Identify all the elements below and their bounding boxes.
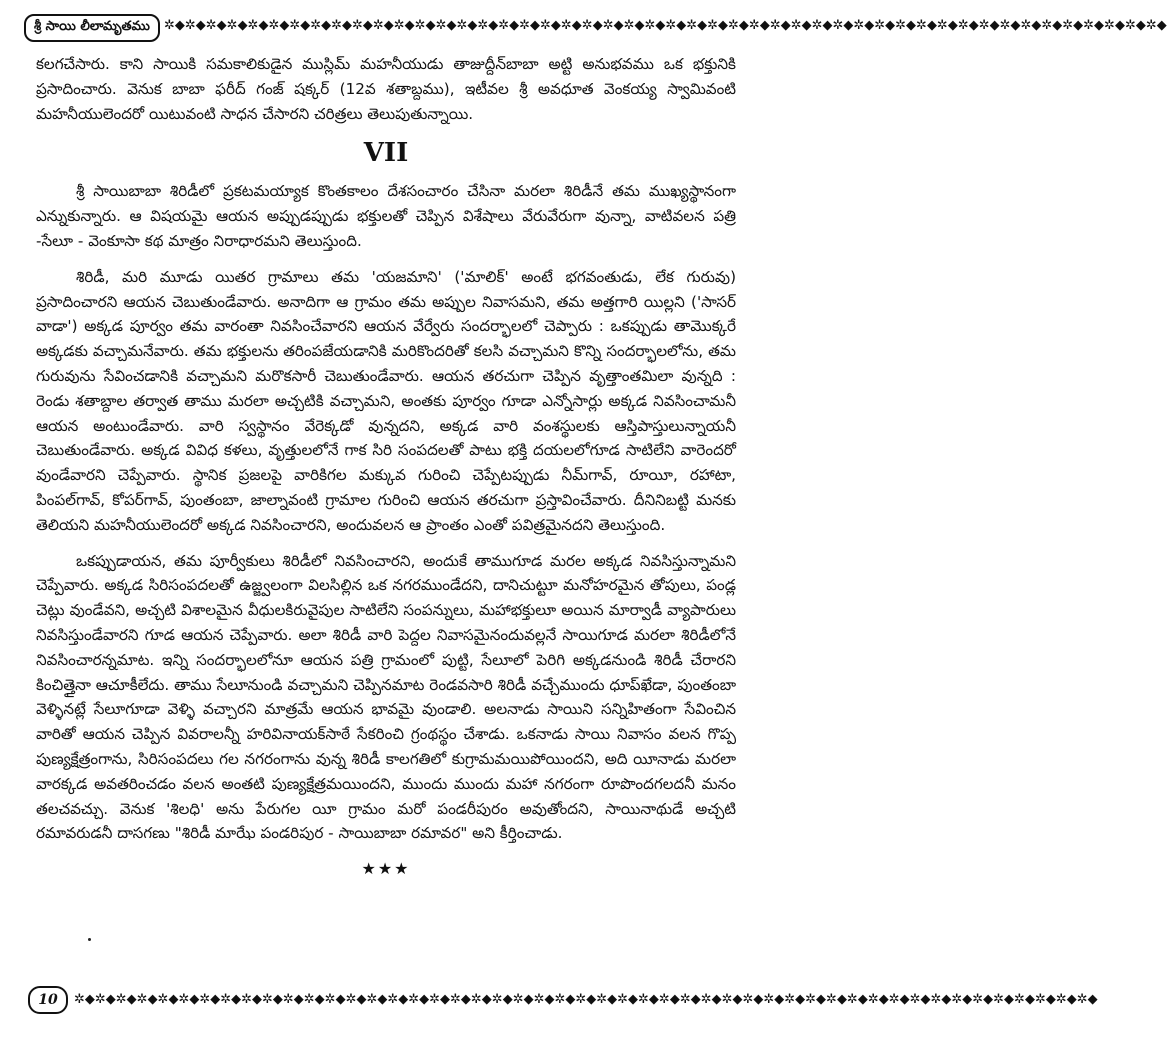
- page-body: [36, 52, 736, 882]
- header-decorative-border: ✲◆✲◆✲◆✲◆✲◆✲◆✲◆✲◆✲◆✲◆✲◆✲◆✲◆✲◆✲◆✲◆✲◆✲◆✲◆✲◆✲◆✲◆✲◆✲◆✲◆✲◆✲◆✲◆✲◆✲◆✲◆✲◆✲◆✲◆✲◆✲◆✲◆✲◆✲◆✲◆✲◆✲◆✲◆✲◆✲◆✲◆✲◆✲◆: [164, 18, 1167, 33]
- page-footer: [28, 986, 1098, 1014]
- intro-paragraph: కలగచేసారు. కాని సాయికి సమకాలికుడైన ముస్లిమ్ మహనీయుడు తాజుద్దీన్‌బాబా అట్టి అనుభవము ఒక భక్తునికి ప్రసాదించారు. వెనుక బాబా ఫరీద్ గంజ్ షక్కర్ (12వ శతాబ్దము), ఇటీవల శ్రీ అవధూత వెంకయ్య స్వామివంటి మహనీయులెందరో యిటువంటి సాధన చేసారని చరిత్రలు తెలుపుతున్నాయి.: [36, 55, 736, 123]
- paragraph-3: ఒకప్పుడాయన, తమ పూర్వీకులు శిరిడీలో నివసించారని, అందుకే తాముగూడ మరల అక్కడ నివసిస్తున్నామని చెప్పేవారు. అక్కడ సిరిసంపదలతో ఉజ్జ్వలంగా విలసిల్లిన ఒక నగరముండేదని, దానిచుట్టూ మనోహరమైన తోపులు, పండ్ల చెట్లు వుండేవని, అచ్చటి విశాలమైన వీధులకిరువైపుల సాటిలేని సంపన్నులు, మహాభక్తులూ అయిన మార్వాడీ వ్యాపారులు నివసిస్తుండేవారని గూడ ఆయన చెప్పేవారు. అలా శిరిడీ వారి పెద్దల నివాసమైనందువల్లనే సాయిగూడ మరలా శిరిడీలోనే నివసించారన్నమాట. ఇన్ని సందర్భాలలోనూ ఆయన పత్రి గ్రామంలో పుట్టి, సేలూలో పెరిగి అక్కడనుండి శిరిడీ చేరారని కించిత్తైనా ఆచూకీలేదు. తాము సేలూనుండి వచ్చామని చెప్పినమాట రెండవసారి శిరిడీ వచ్చేముందు ధూప్‌ఖేడా, పుంతంబా వెళ్ళినట్లే సేలూగూడా వెళ్ళి వచ్చారని మాత్రమే ఆయన భావమై వుండాలి. అలనాడు సాయిని సన్నిహితంగా సేవించిన వారితో ఆయన చెప్పిన వివరాలన్నీ హరివినాయక్‌సాఠే సేకరించి గ్రంథస్థం చేశాడు. ఒకనాడు సాయి నివాసం వలన గొప్ప పుణ్యక్షేత్రంగాను, సిరిసంపదలు గల నగరంగాను వున్న శిరిడీ కాలగతిలో కుగ్రామమయిపోయిందని, అది యీనాడు మరలా వారక్కడ అవతరించడం వలన అంతటి పుణ్యక్షేత్రమయిందని, ముందు ముందు మహా నగరంగా రూపొందగలదనీ మనం తలచవచ్చు. వెనుక 'శిలధి' అను పేరుగల యీ గ్రామం మరో పండరీపురం అవుతోందని, సాయినాథుడే అచ్చటి రమావరుడనీ దాసగణు "శిరిడీ మాఝే పండరిపుర - సాయిబాబా రమావర" అని కీర్తించాడు.: [36, 551, 736, 843]
- paragraph-1: శ్రీ సాయిబాబా శిరిడీలో ప్రకటమయ్యాక కొంతకాలం దేశసంచారం చేసినా మరలా శిరిడీనే తమ ముఖ్యస్థానంగా ఎన్నుకున్నారు. ఆ విషయమై ఆయన అప్పుడప్పుడు భక్తులతో చెప్పిన విశేషాలు వేరువేరుగా వున్నా, వాటివలన పత్రి -సేలూ - వెంకూసా కథ మాత్రం నిరాధారమని తెలుస్తుంది.: [36, 182, 736, 250]
- section-heading: VII: [363, 138, 409, 169]
- paragraph-2: శిరిడీ, మరి మూడు యితర గ్రామాలు తమ 'యజమాని' ('మాలిక్' అంటే భగవంతుడు, లేక గురువు) ప్రసాదించారని ఆయన చెబుతుండేవారు. అనాదిగా ఆ గ్రామం తమ అప్పుల నివాసమని, తమ అత్తగారి యిల్లని ('సాసర్ వాడా') అక్కడ పూర్వం తమ వారంతా నివసించేవారని ఆయన వేర్వేరు సందర్భాలలో చెప్పారు : ఒకప్పుడు తామొక్కరే అక్కడకు వచ్చామనేవారు. తమ భక్తులను తరింపజేయడానికి మరికొందరితో కలసి వచ్చామని కొన్ని సందర్భాలలోను, తమ గురువును సేవించడానికి వచ్చామని మరొకసారీ చెబుతుండేవారు. ఆయన తరచుగా చెప్పిన వృత్తాంతమిలా వున్నది : రెండు శతాబ్దాల తర్వాత తాము మరలా అచ్చటికి వచ్చామని, అంతకు పూర్వం గూడా ఎన్నోసార్లు అక్కడ నివసించామనీ ఆయన అంటుండేవారు. వారి స్వస్థానం వేరెక్కడో వున్నదని, అక్కడ వారి వంశస్థులకు ఆస్తిపాస్తులున్నాయనీ చెబుతుండేవారు. అక్కడ వివిధ కళలు, వృత్తులలోనే గాక సిరి సంపదలతో పాటు భక్తి దయలలోగూడ సాటిలేని వారెందరో వుండేవారని చెప్పేవారు. స్థానిక ప్రజలపై వారికిగల మక్కువ గురించి చెప్పేటప్పుడు నీమ్‌గావ్, రూయీ, రహాటా, పింపల్‌గావ్, కోపర్‌గావ్, పుంతంబా, జాల్నావంటి గ్రామాల గురించి ఆయన తరచుగా ప్రస్తావించేవారు. దీనినిబట్టి మనకు తెలియని మహనీయులెందరో అక్కడ నివసించారని, అందువలన ఆ ప్రాంతం ఎంతో పవిత్రమైనదని తెలుస్తుంది.: [36, 267, 736, 534]
- stray-dot: [88, 938, 91, 941]
- book-title: శ్రీ సాయి లీలామృతము: [24, 14, 160, 42]
- section-end-stars: ★★★: [361, 859, 411, 879]
- page-number: 10: [28, 986, 68, 1014]
- page-header: [24, 14, 1167, 40]
- footer-decorative-border: ✲◆✲◆✲◆✲◆✲◆✲◆✲◆✲◆✲◆✲◆✲◆✲◆✲◆✲◆✲◆✲◆✲◆✲◆✲◆✲◆✲◆✲◆✲◆✲◆✲◆✲◆✲◆✲◆✲◆✲◆✲◆✲◆✲◆✲◆✲◆✲◆✲◆✲◆✲◆✲◆✲◆✲◆✲◆✲◆✲◆✲◆✲◆✲◆✲◆: [74, 992, 1098, 1007]
